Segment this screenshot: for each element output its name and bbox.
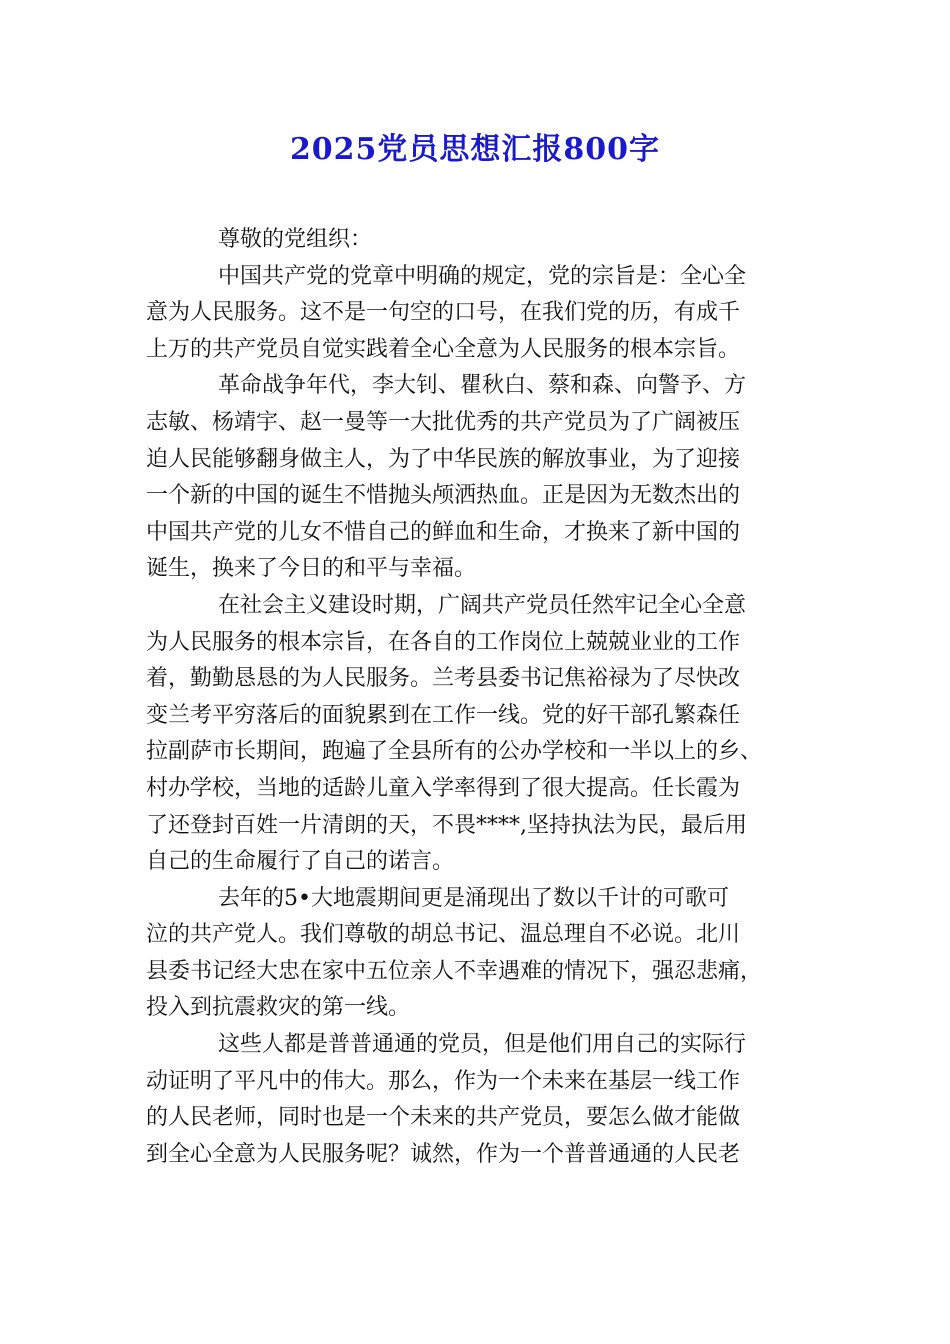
- document-title: 2025党员思想汇报800字: [289, 132, 661, 167]
- paragraph-line: 变兰考平穷落后的面貌累到在工作一线。党的好干部孔繁森任: [146, 702, 741, 728]
- paragraph-1: [146, 259, 806, 369]
- salutation: 尊敬的党组织：: [218, 227, 373, 252]
- paragraph-2: [146, 368, 806, 588]
- paragraph-line: 在社会主义建设时期，广阔共产党员任然牢记全心全意: [218, 592, 747, 618]
- paragraph-line: 投入到抗震救灾的第一线。: [146, 995, 411, 1021]
- paragraph-line: 的人民老师，同时也是一个未来的共产党员，要怎么做才能做: [146, 1105, 741, 1131]
- paragraph-line: 迫人民能够翻身做主人，为了中华民族的解放事业，为了迎接: [146, 446, 741, 472]
- paragraph-line: 中国共产党的党章中明确的规定，党的宗旨是：全心全: [218, 263, 747, 289]
- paragraph-line: 着，勤勤恳恳的为人民服务。兰考县委书记焦裕禄为了尽快改: [146, 666, 741, 692]
- paragraph-line: 诞生，换来了今日的和平与幸福。: [146, 556, 477, 582]
- document-body: [146, 222, 806, 1173]
- paragraph-line: 到全心全意为人民服务呢？诚然，作为一个普普通通的人民老: [146, 1141, 741, 1167]
- paragraph-line: 了还登封百姓一片清朗的天，不畏****,坚持执法为民，最后用: [146, 812, 747, 838]
- paragraph-line: 泣的共产党人。我们尊敬的胡总书记、温总理自不必说。北川: [146, 922, 741, 948]
- paragraph-line: 志敏、杨靖宇、赵一曼等一大批优秀的共产党员为了广阔被压: [146, 409, 741, 435]
- paragraph-line: 中国共产党的儿女不惜自己的鲜血和生命，才换来了新中国的: [146, 519, 741, 545]
- salutation-paragraph: [146, 222, 806, 259]
- paragraph-line: 上万的共产党员自觉实践着全心全意为人民服务的根本宗旨。: [146, 336, 741, 362]
- paragraph-line: 这些人都是普普通通的党员，但是他们用自己的实际行: [218, 1032, 747, 1058]
- paragraph-line: 自己的生命履行了自己的诺言。: [146, 849, 455, 875]
- paragraph-line: 去年的5•大地震期间更是涌现出了数以千计的可歌可: [218, 885, 729, 911]
- paragraph-3: [146, 588, 806, 881]
- paragraph-5: [146, 1027, 806, 1173]
- paragraph-line: 革命战争年代，李大钊、瞿秋白、蔡和森、向警予、方: [218, 373, 747, 399]
- paragraph-line: 意为人民服务。这不是一句空的口号，在我们党的历，有成千: [146, 300, 741, 326]
- paragraph-line: 为人民服务的根本宗旨，在各自的工作岗位上兢兢业业的工作: [146, 629, 741, 655]
- paragraph-4: [146, 881, 806, 1027]
- paragraph-line: 县委书记经大忠在家中五位亲人不幸遇难的情况下，强忍悲痛，: [146, 958, 763, 984]
- paragraph-line: 一个新的中国的诞生不惜抛头颅洒热血。正是因为无数杰出的: [146, 483, 741, 509]
- paragraph-line: 村办学校，当地的适龄儿童入学率得到了很大提高。任长霞为: [146, 775, 741, 801]
- paragraph-line: 动证明了平凡中的伟大。那么，作为一个未来在基层一线工作: [146, 1068, 741, 1094]
- paragraph-line: 拉副萨市长期间，跑遍了全县所有的公办学校和一半以上的乡、: [146, 739, 763, 765]
